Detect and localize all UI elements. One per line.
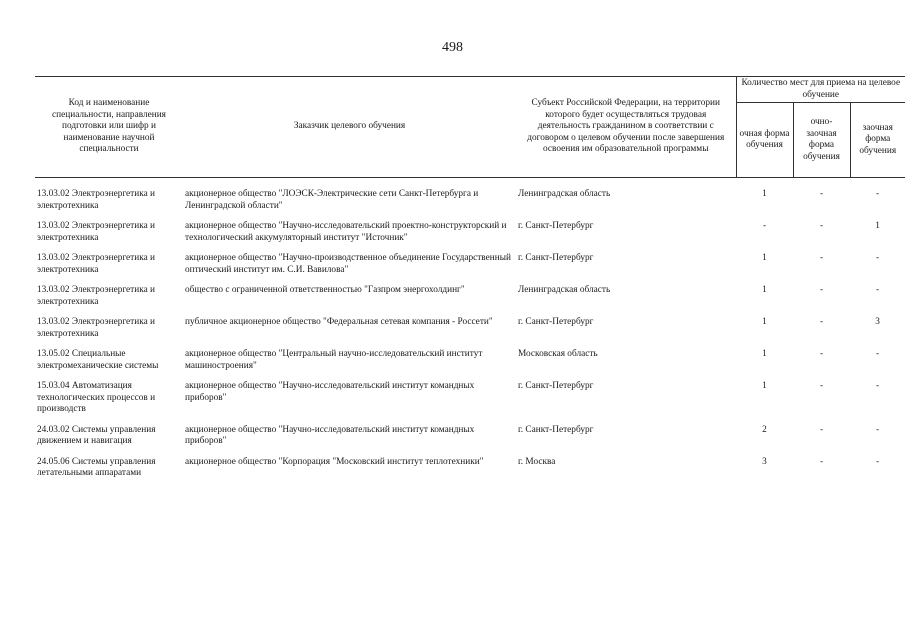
customer-cell: акционерное общество "Научно-производственное объединение Государственный оптический институт им. С.И. Вавилова" <box>185 253 511 275</box>
specialty-cell: 13.03.02 Электроэнергетика и электротехника <box>37 285 156 307</box>
full-time-cell: 1 <box>762 253 767 263</box>
table-row <box>35 422 905 454</box>
region-cell: Московская область <box>518 349 598 359</box>
customer-cell: акционерное общество "Корпорация "Московский институт теплотехники" <box>185 456 484 467</box>
specialty-cell: 24.03.02 Системы управления движением и навигация <box>37 424 156 446</box>
region-cell: Ленинградская область <box>518 285 611 295</box>
distance-cell: - <box>875 381 880 391</box>
distance-cell: 3 <box>875 317 880 327</box>
customer-cell: акционерное общество "Центральный научно-исследовательский институт машиностроения" <box>185 349 483 371</box>
part-time-cell: - <box>819 456 824 467</box>
header-specialty: Код и наименование специальности, направления подготовки или шифр и наименование научной специальности <box>35 77 183 178</box>
table-row <box>35 250 905 282</box>
part-time-cell: - <box>819 424 824 435</box>
region-cell: г. Санкт-Петербург <box>518 381 594 391</box>
region-cell: г. Санкт-Петербург <box>518 317 594 327</box>
region-cell: г. Санкт-Петербург <box>518 253 594 263</box>
full-time-cell: 1 <box>762 381 767 391</box>
distance-cell: - <box>875 349 880 359</box>
customer-cell: акционерное общество "Научно-исследовательский институт командных приборов" <box>185 424 475 446</box>
full-time-cell: 1 <box>762 349 767 359</box>
customer-cell: акционерное общество "Научно-исследовательский проектно-конструкторский и технологический аккумуляторный институт "Источник" <box>185 221 507 243</box>
part-time-cell: - <box>819 349 824 359</box>
specialty-cell: 13.03.02 Электроэнергетика и электротехника <box>37 221 156 243</box>
specialty-cell: 13.03.02 Электроэнергетика и электротехника <box>37 189 156 211</box>
header-region: Субъект Российской Федерации, на территории которого будет осуществляться трудовая деятельность гражданином в соответствии с договором о целевом обучении после завершения освоения им образовательной программы <box>516 77 736 178</box>
part-time-cell: - <box>819 381 824 391</box>
header-customer: Заказчик целевого обучения <box>183 77 516 178</box>
region-cell: г. Санкт-Петербург <box>518 424 594 435</box>
full-time-cell: 1 <box>762 189 767 199</box>
table-row <box>35 378 905 422</box>
specialty-cell: 13.03.02 Электроэнергетика и электротехника <box>37 317 156 339</box>
part-time-cell: - <box>819 253 824 263</box>
full-time-cell: 1 <box>762 317 767 327</box>
customer-cell: акционерное общество "ЛОЭСК-Электрические сети Санкт-Петербурга и Ленинградской области" <box>185 189 479 211</box>
page-number: 498 <box>442 40 463 55</box>
customer-cell: публичное акционерное общество "Федеральная сетевая компания - Россети" <box>185 317 493 327</box>
specialty-cell: 15.03.04 Автоматизация технологических процессов и производств <box>37 381 156 414</box>
header-part-time: очно-заочная форма обучения <box>793 103 850 178</box>
full-time-cell: 3 <box>762 456 767 467</box>
distance-cell: - <box>875 253 880 263</box>
distance-cell: - <box>875 285 880 295</box>
customer-cell: общество с ограниченной ответственностью "Газпром энергохолдинг" <box>185 285 465 295</box>
part-time-cell: - <box>819 189 824 199</box>
header-distance: заочная форма обучения <box>850 103 905 178</box>
specialty-cell: 13.05.02 Специальные электромеханические системы <box>37 349 159 371</box>
specialty-cell: 24.05.06 Системы управления летательными аппаратами <box>37 456 156 478</box>
table-row <box>35 314 905 346</box>
distance-cell: - <box>875 424 880 435</box>
table-header <box>35 77 905 178</box>
specialty-cell: 13.03.02 Электроэнергетика и электротехника <box>37 253 156 275</box>
table-row <box>35 454 905 486</box>
distance-cell: - <box>875 456 880 467</box>
distance-cell: - <box>875 189 880 199</box>
target-training-table <box>35 76 905 486</box>
table-row <box>35 346 905 378</box>
region-cell: г. Москва <box>518 456 556 467</box>
part-time-cell: - <box>819 285 824 295</box>
full-time-cell: 1 <box>762 285 767 295</box>
header-full-time: очная форма обучения <box>736 103 793 178</box>
table-row <box>35 282 905 314</box>
table-row <box>35 186 905 218</box>
part-time-cell: - <box>819 317 824 327</box>
header-places: Количество мест для приема на целевое обучение <box>736 77 905 103</box>
customer-cell: акционерное общество "Научно-исследовательский институт командных приборов" <box>185 381 475 403</box>
table-row <box>35 218 905 250</box>
full-time-cell: 2 <box>762 424 767 435</box>
table-body <box>35 178 905 486</box>
distance-cell: 1 <box>875 221 880 231</box>
region-cell: Ленинградская область <box>518 189 611 199</box>
full-time-cell: - <box>762 221 767 231</box>
part-time-cell: - <box>819 221 824 231</box>
region-cell: г. Санкт-Петербург <box>518 221 594 231</box>
